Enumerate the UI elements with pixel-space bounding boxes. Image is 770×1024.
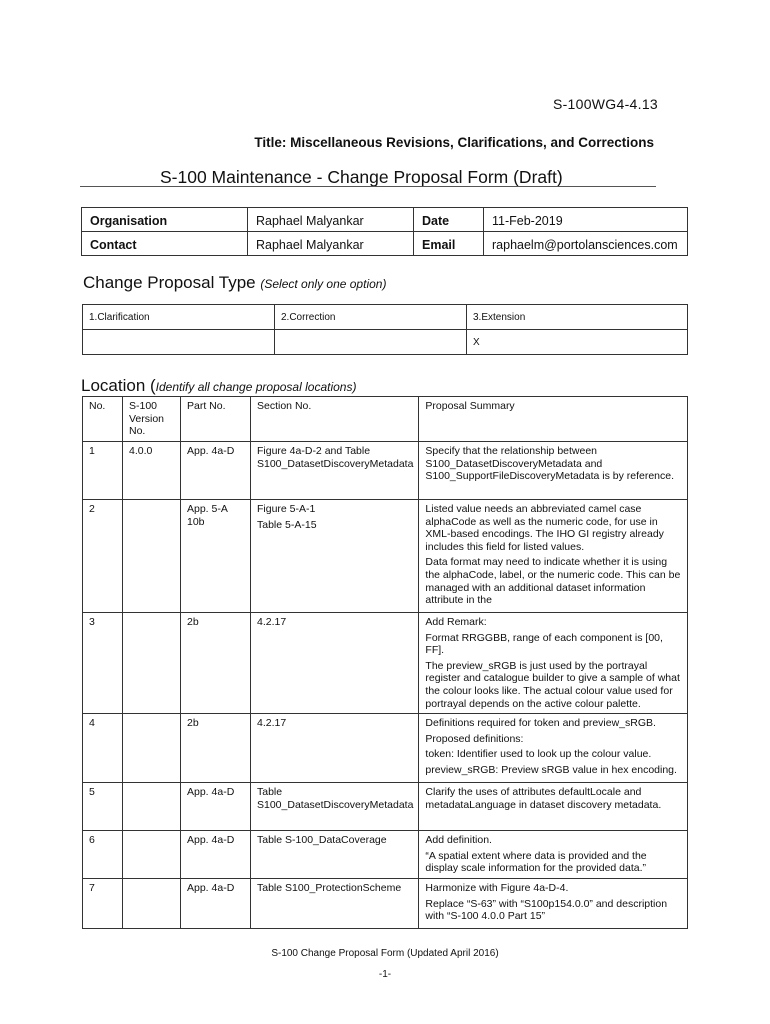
summary-text: Harmonize with Figure 4a-D-4.	[425, 882, 569, 895]
summary-text: Add Remark:	[425, 616, 487, 628]
row-part: App. 4a-D	[181, 831, 251, 879]
organisation-row	[82, 208, 688, 232]
form-title: S-100 Maintenance - Change Proposal Form (Draft)	[160, 167, 563, 187]
summary-text: Add definition.	[425, 834, 492, 847]
row-part: 2b	[181, 714, 251, 783]
section-text: 4.2.17	[257, 717, 287, 730]
organisation-table	[81, 207, 688, 256]
summary-text: Definitions required for token and preview_sRGB.	[425, 717, 656, 730]
table-row	[83, 714, 688, 783]
row-section	[251, 879, 419, 929]
row-no: 7	[83, 879, 123, 929]
row-no: 1	[83, 442, 123, 500]
summary-text: Listed value needs an abbreviated camel case alphaCode as well as the numeric code, for use in XML-based encodings. The IHO GI registry already includes this field for listed values.	[425, 503, 664, 553]
table-row	[83, 442, 688, 500]
organisation-value: Raphael Malyankar	[248, 208, 414, 232]
row-part: App. 5-A 10b	[181, 500, 251, 613]
document-id: S-100WG4-4.13	[552, 96, 658, 112]
row-section	[251, 500, 419, 613]
row-part: App. 4a-D	[181, 879, 251, 929]
col-part: Part No.	[181, 397, 251, 442]
row-no: 3	[83, 613, 123, 714]
table-row	[83, 613, 688, 714]
row-no: 4	[83, 714, 123, 783]
title-rule	[80, 186, 656, 187]
row-version: 4.0.0	[123, 442, 181, 500]
row-no: 2	[83, 500, 123, 613]
row-section	[251, 613, 419, 714]
location-title: Location (	[81, 376, 156, 395]
summary-text: Proposed definitions:	[425, 732, 524, 745]
section-text: Table S-100_DataCoverage	[257, 834, 387, 847]
row-version	[123, 831, 181, 879]
row-summary	[419, 442, 688, 500]
section-text: Table S100_ProtectionScheme	[257, 882, 402, 895]
option-clarification: 1.Clarification	[83, 305, 275, 330]
col-summary: Proposal Summary	[419, 397, 688, 442]
row-summary	[419, 500, 688, 613]
change-type-note: (Select only one option)	[260, 277, 387, 291]
summary-text: Format RRGGBB, range of each component is [00, FF].	[425, 631, 663, 657]
section-text: 4.2.17	[257, 616, 287, 628]
table-row	[83, 831, 688, 879]
page-footer: S-100 Change Proposal Form (Updated April 2016)	[271, 948, 499, 959]
row-section	[251, 714, 419, 783]
date-value: 11-Feb-2019	[484, 208, 688, 232]
row-summary	[419, 879, 688, 929]
row-summary	[419, 831, 688, 879]
mark-clarification[interactable]	[83, 330, 275, 355]
organisation-label: Organisation	[82, 208, 248, 232]
location-header-row	[83, 397, 688, 442]
row-part: App. 4a-D	[181, 442, 251, 500]
change-type-heading	[83, 273, 386, 293]
summary-text: Specify that the relationship between S100_DatasetDiscoveryMetadata and S100_SupportFileDiscoveryMetadata is by reference.	[425, 445, 675, 483]
option-extension: 3.Extension	[467, 305, 688, 330]
summary-text: The preview_sRGB is just used by the portrayal register and catalogue builder to give a sample of what the colour looks like. The actual colour value used for portrayal depends on the active colour palette.	[425, 659, 680, 710]
summary-text: Clarify the uses of attributes defaultLocale and metadataLanguage in dataset discovery metadata.	[425, 786, 662, 811]
row-no: 6	[83, 831, 123, 879]
summary-text: preview_sRGB: Preview sRGB value in hex encoding.	[425, 763, 677, 776]
row-version	[123, 879, 181, 929]
contact-value: Raphael Malyankar	[248, 232, 414, 256]
section-text: Table S100_DatasetDiscoveryMetadata	[257, 786, 414, 811]
date-label: Date	[414, 208, 484, 232]
row-summary	[419, 783, 688, 831]
section-text: Table 5-A-15	[257, 518, 317, 531]
col-no: No.	[83, 397, 123, 442]
proposal-title: Title: Miscellaneous Revisions, Clarifications, and Corrections	[254, 135, 654, 150]
location-table	[82, 396, 688, 929]
section-text: Figure 5-A-1	[257, 503, 316, 515]
email-value: raphaelm@portolansciences.com	[484, 232, 688, 256]
row-part: 2b	[181, 613, 251, 714]
row-version	[123, 500, 181, 613]
section-text: Figure 4a-D-2 and Table S100_DatasetDiscoveryMetadata	[257, 445, 414, 470]
row-summary	[419, 714, 688, 783]
summary-text: “A spatial extent where data is provided and the display scale information for the provided data.”	[425, 849, 647, 875]
row-section	[251, 831, 419, 879]
row-section	[251, 783, 419, 831]
location-note: Identify all change proposal locations)	[155, 380, 357, 394]
page-number: -1-	[378, 969, 392, 980]
email-label: Email	[414, 232, 484, 256]
location-heading	[81, 376, 356, 396]
change-type-options-row	[83, 305, 688, 330]
summary-text: Data format may need to indicate whether it is using the alphaCode, label, or the numeric code. This can be managed with an additional dataset information attribute in the	[425, 556, 681, 607]
mark-extension[interactable]: X	[467, 330, 688, 355]
mark-correction[interactable]	[275, 330, 467, 355]
row-no: 5	[83, 783, 123, 831]
table-row	[83, 783, 688, 831]
row-summary	[419, 613, 688, 714]
change-type-marks-row	[83, 330, 688, 355]
table-row	[83, 879, 688, 929]
row-section	[251, 442, 419, 500]
row-version	[123, 783, 181, 831]
change-type-table	[82, 304, 688, 355]
summary-text: token: Identifier used to look up the colour value.	[425, 748, 652, 761]
option-correction: 2.Correction	[275, 305, 467, 330]
table-row	[83, 500, 688, 613]
row-version	[123, 613, 181, 714]
contact-row	[82, 232, 688, 256]
summary-text: Replace “S-63” with “S100p154.0.0” and description with “S-100 4.0.0 Part 15”	[425, 897, 668, 923]
change-type-title: Change Proposal Type	[83, 273, 256, 292]
col-version: S-100 Version No.	[123, 397, 181, 442]
col-section: Section No.	[251, 397, 419, 442]
contact-label: Contact	[82, 232, 248, 256]
row-version	[123, 714, 181, 783]
row-part: App. 4a-D	[181, 783, 251, 831]
